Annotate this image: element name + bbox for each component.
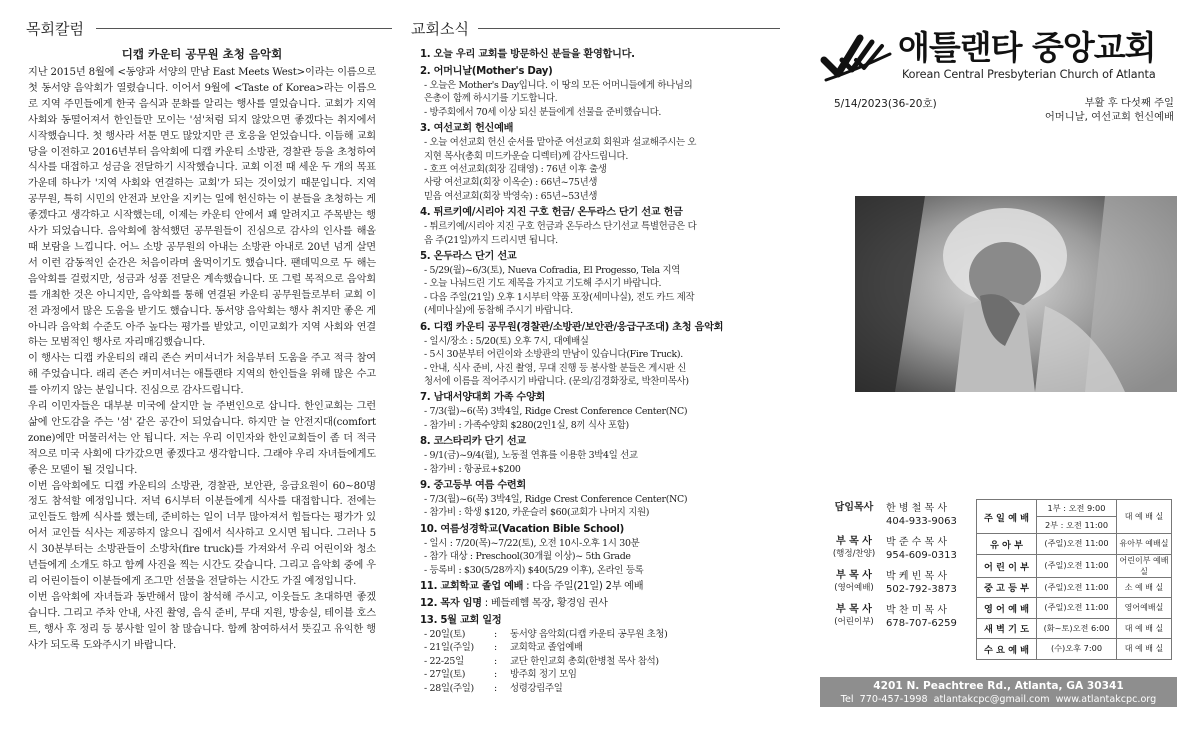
calendar-separator: : bbox=[494, 628, 497, 640]
pastor-name: 한 병 철 목 사 bbox=[886, 503, 948, 514]
news-title bbox=[420, 580, 772, 594]
pastor-entry bbox=[826, 502, 976, 528]
pastor-phone: 954-609-0313 bbox=[886, 550, 957, 561]
news-item bbox=[420, 65, 772, 119]
service-place: 영어예배실 bbox=[1117, 598, 1172, 619]
news-line: - 오늘 여선교회 헌신 순서를 맡아준 여선교회 회원과 설교해주시는 오 bbox=[424, 137, 697, 149]
news-line: - 참가 대상 : Preschool(30개월 이상)~ 5th Grade bbox=[424, 551, 631, 563]
news-item bbox=[420, 391, 772, 432]
pastor-role-title: 부 목 사 bbox=[836, 570, 872, 581]
service-time: (주일)오전 11:00 bbox=[1037, 577, 1117, 598]
schedule-row bbox=[977, 554, 1172, 577]
news-line: (세미나실)에 동참해 주시기 바랍니다. bbox=[424, 305, 573, 317]
service-place: 유아부 예배실 bbox=[1117, 534, 1172, 555]
news-title-text: 4. 튀르키예/시리아 지진 구호 헌금/ 온두라스 단기 선교 헌금 bbox=[420, 207, 683, 219]
pastor-name: 박 찬 미 목 사 bbox=[886, 605, 948, 616]
news-item bbox=[420, 122, 772, 203]
calendar-row bbox=[420, 655, 772, 668]
news-title-text: 8. 코스타리카 단기 선교 bbox=[420, 436, 526, 448]
heading-divider bbox=[96, 28, 392, 29]
church-name-korean: 애틀랜타 중앙교회 bbox=[898, 28, 1156, 67]
pastor-name: 박 준 수 목 사 bbox=[886, 537, 948, 548]
pastor-role-area: (어린이부) bbox=[834, 617, 874, 627]
article-paragraph: 지난 2015년 8월에 <동양과 서양의 만남 East Meets West>이라는 이름으로 첫 동서양 음악회가 열렸습니다. 이어서 9월에 <Taste of Korea>라는 이름으로 지역 주민들에게 한국 음식과 문화를 알리는 행사를 열었습니다. 교회가 지역 사회와 동떨어져서 한인들만 모이는 '섬'처럼 되지 않았으면 좋겠다는 취지에서 시작했습니다. 첫 행사라 서툰 면도 많았지만 큰 호응을 얻었습니다. 이듬해 교회당을 이전하고 2016년부터 음악회에 디캡 카운티 소방관, 경찰관 등을 초청하여 식사를 대접하고 성금을 전달하기 시작했습니다. 교회 이전 때 세운 두 개의 목표 가운데 하나가 '지역 사회와 연결하는 교회'가 되는 것이었기 때문입니다. 지역 공무원, 특히 시민의 안전과 보안을 지키는 일에 헌신하는 이 분들을 초청하는 게 좋겠다고 생각하고 시작했는데, 이제는 카운티 안에서 꽤 알려지고 주목받는 행사가 되었습니다. 음악회에 참석했던 공무원들이 진심으로 감사의 인사를 해올 때 보람을 느낍니다. 어느 소방 공무원의 아내는 소방관 아내로 20년 넘게 살면서 이런 감동적인 순간은 처음이라며 울먹이기도 했습니다. 팬데믹으로 두 해는 음악회를 걸렀지만, 성금과 성품 전달은 계속했습니다. 또 그럴 목적으로 음악회를 개최한 것은 아니지만, 음악회를 통해 연결된 카운티 공무원들로부터 교회 이전 과정에서 많은 도움을 받기도 했습니다. 동서양 음악회는 행사 취지만 좋은 게 아니라 음악회 수준도 아주 높다는 평가를 받았고, 이민교회가 지역 사회와 연결하는 모범적인 행사로 자리매김했습니다. bbox=[28, 67, 376, 349]
service-place: 어린이부 예배실 bbox=[1117, 554, 1172, 577]
pastor-role-area: (행정/찬양) bbox=[832, 549, 876, 559]
calendar-event: 성령강림주일 bbox=[510, 682, 563, 694]
news-title-text: 10. 여름성경학교(Vacation Bible School) bbox=[420, 523, 624, 535]
news-title-text: 7. 남대서양대회 가족 수양회 bbox=[420, 392, 546, 404]
news-title-detail: : 베들레헴 목장, 황경임 권사 bbox=[481, 597, 608, 609]
news-line: - 참가비 : 항공료+$200 bbox=[424, 463, 521, 475]
praying-woman-photo bbox=[855, 196, 1177, 392]
calendar-separator: : bbox=[494, 655, 497, 667]
news-line: 지현 목사(총회 미드카운슬 디렉터)께 감사드립니다. bbox=[424, 150, 628, 162]
news-item bbox=[420, 479, 772, 520]
schedule-row bbox=[977, 577, 1172, 598]
service-time: (화~토)오전 6:00 bbox=[1037, 618, 1117, 639]
church-contact-footer bbox=[820, 677, 1177, 707]
news-item bbox=[420, 597, 772, 611]
news-title bbox=[420, 597, 772, 611]
calendar-date: - 28일(주일) bbox=[424, 682, 474, 694]
service-place: 대 예 배 실 bbox=[1117, 618, 1172, 639]
news-line: - 등록비 : $30(5/28까지) $40(5/29 이후), 온라인 등록 bbox=[424, 564, 644, 576]
photo-illustration bbox=[855, 196, 1177, 392]
service-name: 중 고 등 부 bbox=[977, 577, 1037, 598]
pastor-info bbox=[882, 604, 957, 630]
news-line: - 호프 여선교회(회장 김태영) : 76년 이후 출생 bbox=[424, 164, 607, 176]
news-item bbox=[420, 321, 772, 389]
calendar-row bbox=[420, 682, 772, 695]
calendar-date: - 20일(토) bbox=[424, 628, 466, 640]
news-item bbox=[420, 523, 772, 577]
news-line: - 5시 30분부터 어린이와 소방관의 만남이 있습니다(Fire Truck). bbox=[424, 349, 683, 361]
news-title bbox=[420, 206, 772, 220]
news-title-text: 11. 교회학교 졸업 예배 bbox=[420, 580, 524, 592]
column-heading-news: 교회소식 bbox=[411, 20, 469, 38]
pastor-role bbox=[826, 604, 882, 630]
news-item bbox=[420, 48, 772, 62]
pastor-role-area: (영어예배) bbox=[834, 583, 874, 593]
heading-divider bbox=[478, 28, 780, 29]
news-line: - 일시/장소 : 5/20(토) 오후 7시, 대예배실 bbox=[424, 335, 589, 347]
news-title-text: 5. 온두라스 단기 선교 bbox=[420, 251, 517, 263]
news-line: - 참가비 : 학생 $120, 카운슬러 $60(교회가 나머지 지원) bbox=[424, 507, 650, 519]
news-line: - 5/29(월)~6/3(토), Nueva Cofradia, El Progesso, Tela 지역 bbox=[424, 265, 680, 277]
church-name-english: Korean Central Presbyterian Church of Atlanta bbox=[902, 68, 1156, 81]
service-time: (주일)오전 11:00 bbox=[1037, 554, 1117, 577]
news-line: 사랑 여선교회(회장 이옥순) : 66년~75년생 bbox=[424, 177, 598, 189]
calendar-date: - 27일(토) bbox=[424, 669, 466, 681]
news-line: - 안내, 식사 준비, 사진 촬영, 무대 진행 등 봉사할 분들은 게시판 신 bbox=[424, 362, 686, 374]
news-title bbox=[420, 321, 772, 335]
pastor-entry bbox=[826, 536, 976, 562]
service-name: 새 벽 기 도 bbox=[977, 618, 1037, 639]
news-title bbox=[420, 523, 772, 537]
service-time: (주일)오전 11:00 bbox=[1037, 534, 1117, 555]
church-logo bbox=[820, 22, 1180, 92]
news-item bbox=[420, 250, 772, 318]
issue-date: 5/14/2023(36-20호) bbox=[834, 98, 937, 110]
calendar-event: 교회학교 졸업예배 bbox=[510, 642, 583, 654]
news-item bbox=[420, 206, 772, 247]
service-name: 수 요 예 배 bbox=[977, 639, 1037, 660]
news-title bbox=[420, 479, 772, 493]
news-title bbox=[420, 435, 772, 449]
pastor-role bbox=[826, 536, 882, 562]
service-time: (수)오후 7:00 bbox=[1037, 639, 1117, 660]
news-line: - 튀르키예/시리아 지진 구호 헌금과 온두라스 단기선교 특별헌금은 다 bbox=[424, 221, 697, 233]
schedule-row bbox=[977, 618, 1172, 639]
calendar-row bbox=[420, 668, 772, 681]
news-line: - 오늘은 Mother's Day입니다. 이 땅의 모든 어머니들에게 하나님의 bbox=[424, 80, 693, 91]
news-line: 은총이 함께 하시기를 기도합니다. bbox=[424, 93, 558, 105]
news-line: - 다음 주일(21일) 오후 1시부터 약품 포장(세미나실), 전도 카드 제작 bbox=[424, 291, 695, 303]
news-line: 청서에 이름을 적어주시기 바랍니다. (문의/김경화장로, 박찬미목사) bbox=[424, 375, 689, 387]
pastor-directory bbox=[826, 502, 976, 638]
calendar-row bbox=[420, 628, 772, 641]
pastor-entry bbox=[826, 570, 976, 596]
news-title-text: 12. 목자 임명 bbox=[420, 597, 482, 609]
news-title bbox=[420, 614, 772, 628]
worship-schedule-table bbox=[976, 499, 1172, 660]
news-title bbox=[420, 391, 772, 405]
news-title bbox=[420, 48, 772, 62]
news-line: 믿음 여선교회(회장 박영숙) : 65년~53년생 bbox=[424, 190, 598, 202]
news-line: - 7/3(월)~6(목) 3박4일, Ridge Crest Conference Center(NC) bbox=[424, 406, 688, 418]
sunday-title: 부활 후 다섯째 주일 bbox=[1084, 97, 1174, 109]
pastor-role-title: 부 목 사 bbox=[836, 536, 872, 547]
calendar-separator: : bbox=[494, 682, 497, 694]
article-title: 디캡 카운티 공무원 초청 음악회 bbox=[121, 47, 283, 61]
news-item bbox=[420, 580, 772, 594]
church-contact-line: Tel 770-457-1998 atlantakcpc@gmail.com www.atlantakcpc.org bbox=[840, 694, 1157, 705]
news-title bbox=[420, 65, 772, 79]
liturgical-sunday bbox=[1045, 96, 1174, 124]
calendar-row bbox=[420, 641, 772, 654]
service-time: 2부 : 오전 11:00 bbox=[1037, 517, 1117, 534]
news-item bbox=[420, 614, 772, 695]
pastor-phone: 678-707-6259 bbox=[886, 618, 957, 629]
schedule-row bbox=[977, 598, 1172, 619]
news-title-text: 2. 어머니날(Mother's Day) bbox=[420, 66, 553, 77]
schedule-row bbox=[977, 639, 1172, 660]
news-line: - 일시 : 7/20(목)~7/22(토), 오전 10시-오후 1시 30분 bbox=[424, 537, 640, 549]
calendar-separator: : bbox=[494, 669, 497, 681]
service-place: 소 예 배 실 bbox=[1117, 577, 1172, 598]
pastor-info bbox=[882, 502, 957, 528]
pastor-role bbox=[826, 502, 882, 528]
news-line: - 7/3(월)~6(목) 3박4일, Ridge Crest Conference Center(NC) bbox=[424, 493, 688, 505]
pastor-info bbox=[882, 570, 957, 596]
news-title-text: 3. 여선교회 헌신예배 bbox=[420, 123, 514, 135]
schedule-row bbox=[977, 500, 1172, 517]
column-heading-pastoral: 목회칼럼 bbox=[26, 20, 84, 38]
news-title bbox=[420, 122, 772, 136]
article-paragraph: 우리 이민자들은 대부분 미국에 살지만 늘 주변인으로 삽니다. 한인교회는 그런 삶에 안도감을 주는 '섬' 같은 공간이 되었습니다. 하지만 늘 안전지대(comfort zone)에만 머물러서는 안 됩니다. 저는 우리 이민자와 한인교회들이 좀 더 적극적으로 미국 사회에 다가갔으면 좋겠다고 생각합니다. 그래야 우리 자녀들에게도 좋은 모델이 될 것입니다. bbox=[28, 401, 376, 476]
news-title-text: 6. 디캡 카운티 공무원(경찰관/소방관/보안관/응급구조대) 초청 음악회 bbox=[420, 321, 724, 333]
church-address: 4201 N. Peachtree Rd., Atlanta, GA 30341 bbox=[873, 680, 1124, 692]
schedule-row bbox=[977, 534, 1172, 555]
calendar-separator: : bbox=[494, 642, 497, 654]
pastor-info bbox=[882, 536, 957, 562]
news-line: - 9/1(금)~9/4(월), 노동절 연휴를 이용한 3박4일 선교 bbox=[424, 450, 638, 462]
article-paragraph: 이번 음악회에도 디캡 카운티의 소방관, 경찰관, 보안관, 응급요원이 60~80명 정도 참석할 예정입니다. 저녁 6시부터 이분들에게 식사를 대접합니다. 전에는 교인들도 함께 식사를 했는데, 준비하는 일이 너무 많아져서 힘들다는 평가가 있어서 교인들 식사는 제공하지 않으니 집에서 식사하고 오시면 됩니다. 그러나 5시 30분부터는 소방관들이 소방차(fire truck)를 가져와서 우리 어린이와 청소년들에게 소개도 하고 함께 사진을 찍는 시간도 갖습니다. 그리고 음악회 중에 우리 어린이들이 이분들에게 조그만 선물을 전달하는 시간도 가질 예정입니다. bbox=[28, 480, 376, 587]
service-time: 1부 : 오전 9:00 bbox=[1037, 500, 1117, 517]
church-news bbox=[420, 48, 772, 698]
news-title-text: 9. 중고등부 여름 수련회 bbox=[420, 479, 526, 491]
news-line: 음 주(21일)까지 드리시면 됩니다. bbox=[424, 234, 558, 246]
calendar-event: 방주회 정기 모임 bbox=[510, 669, 577, 681]
pastor-role bbox=[826, 570, 882, 596]
calendar-date: - 22-25일 bbox=[424, 655, 464, 667]
pastor-phone: 404-933-9063 bbox=[886, 516, 957, 527]
pastor-entry bbox=[826, 604, 976, 630]
sunday-subtitle: 어머니날, 여선교회 헌신예배 bbox=[1044, 111, 1174, 123]
service-place: 대 예 배 실 bbox=[1117, 500, 1172, 534]
service-name: 유 아 부 bbox=[977, 534, 1037, 555]
news-line: - 방주회에서 70세 이상 되신 분들에게 선물을 준비했습니다. bbox=[424, 106, 662, 118]
news-title-detail: : 다음 주일(21일) 2부 예배 bbox=[523, 580, 644, 592]
service-time: (주일)오전 11:00 bbox=[1037, 598, 1117, 619]
news-line: - 오늘 나눠드린 기도 제목을 가지고 기도해 주시기 바랍니다. bbox=[424, 278, 662, 290]
calendar-event: 동서양 음악회(디캡 카운티 공무원 초청) bbox=[510, 628, 668, 640]
service-name: 어 린 이 부 bbox=[977, 554, 1037, 577]
service-name: 영 어 예 배 bbox=[977, 598, 1037, 619]
service-place: 대 예 배 실 bbox=[1117, 639, 1172, 660]
news-title-text: 13. 5월 교회 일정 bbox=[420, 614, 502, 626]
pastoral-column bbox=[28, 46, 376, 654]
article-paragraph: 이번 음악회에 자녀들과 동반해서 많이 참석해 주시고, 이웃들도 초대하면 좋겠습니다. 그리고 주차 안내, 사진 촬영, 음식 준비, 무대 지원, 방송실, 테이블 호스트, 행사 후 정리 등 봉사할 일이 참 많습니다. 함께 참여하셔서 뜻깊고 유익한 행사가 되도록 도와주시기 바랍니다. bbox=[28, 591, 376, 651]
news-item bbox=[420, 435, 772, 476]
pastor-name: 박 케 빈 목 사 bbox=[886, 571, 948, 582]
news-title-text: 1. 오늘 우리 교회를 방문하신 분들을 환영합니다. bbox=[420, 49, 635, 60]
calendar-event: 교단 한인교회 총회(한병철 목사 참석) bbox=[510, 655, 659, 667]
pastor-role-title: 담임목사 bbox=[834, 502, 874, 513]
logo-mark-icon bbox=[820, 30, 894, 86]
pastor-role-title: 부 목 사 bbox=[836, 604, 872, 615]
pastor-phone: 502-792-3873 bbox=[886, 584, 957, 595]
service-name: 주 일 예 배 bbox=[977, 500, 1037, 534]
article-paragraph: 이 행사는 디캡 카운티의 래리 존슨 커미셔너가 처음부터 도움을 주고 적극 참여해 주었습니다. 래리 존슨 커미셔너는 애틀랜타 지역의 한인들을 위해 많은 수고를 아끼지 않는 분입니다. 진심으로 감사드립니다. bbox=[28, 353, 376, 397]
calendar-date: - 21일(주일) bbox=[424, 642, 474, 654]
news-title bbox=[420, 250, 772, 264]
news-line: - 참가비 : 가족수양회 $280(2인1실, 8끼 식사 포함) bbox=[424, 419, 629, 431]
